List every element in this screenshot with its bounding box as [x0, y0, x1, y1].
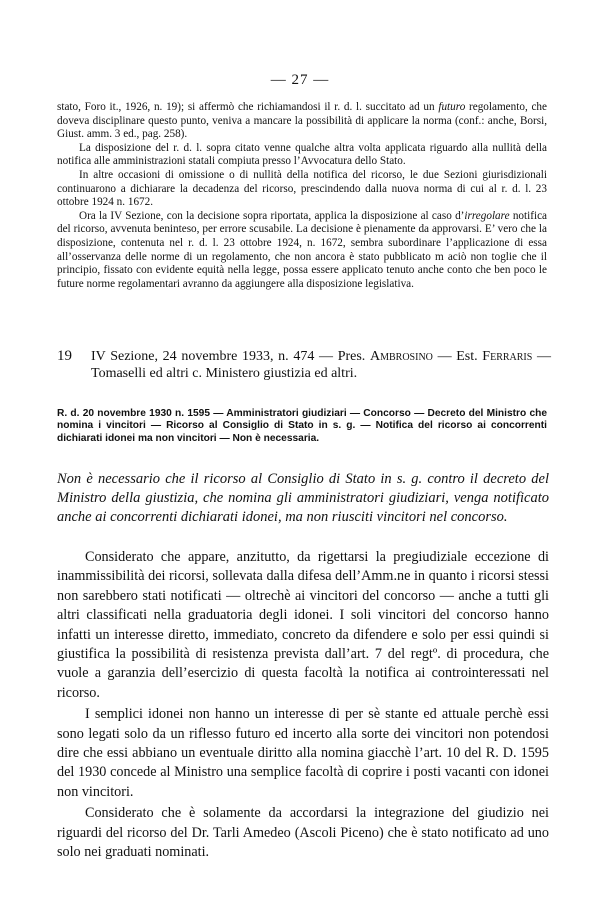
case-massima: Non è necessario che il ricorso al Consiglio di Stato in s. g. contro il decreto del Ministro della giustizia, che nomina gli amministratori giudiziari, venga notificato anche ai concorrenti dichiarati idonei, ma non riusciti vincitori nel concorso.	[57, 471, 549, 526]
note-p4-italic-irregolare: irregolare	[464, 209, 510, 222]
case-text-b: — Est.	[432, 349, 483, 364]
note-paragraph-1	[57, 101, 547, 142]
case-number: 19	[57, 348, 72, 364]
note-p4-part-a: Ora la IV Sezione, con la decisione sopra riportata, applica la disposizione al caso d’	[79, 209, 465, 222]
note-p1-part-c: regolamento, che doveva disciplinare questo punto, veniva a mancare la possibilità di applicare la norma (conf.: anche, Borsi, Giust. amm. 3 ed., pag. 258).	[57, 101, 547, 141]
note-paragraph-3: In altre occasioni di omissione o di nullità della notifica del ricorso, le due Sezioni giurisdizionali continuarono a dichiarare la decadenza del ricorso, prescindendo dalla nuova norma di cui al r. d. l. 23 ottobre 1924 n. 1672.	[57, 168, 547, 209]
commentary-note	[57, 101, 547, 291]
case-text-c: — Tomaselli ed altri c. Ministero giustizia ed altri.	[91, 349, 551, 381]
case-title	[91, 348, 551, 382]
body-paragraph-3: Considerato che è solamente da accordarsi la integrazione del giudizio nei riguardi del ricorso del Dr. Tarli Amedeo (Ascoli Piceno) che è stato notificato ad uno solo nei graduati nominati.	[57, 805, 549, 861]
body-paragraph-2: I semplici idonei non hanno un interesse di per sè stante ed attuale perchè essi sono legati solo da un riflesso futuro ed incerto alla sorte dei vincitori non potendosi dire che essi abbiano un eventuale diritto alla nomina giacchè l’art. 10 del R. D. 1595 del 1930 concede al Ministro una semplice facoltà di coprire i posti vacanti con idonei non vincitori.	[57, 706, 549, 800]
page-number: — 27 —	[270, 72, 330, 88]
case-keywords: R. d. 20 novembre 1930 n. 1595 — Amministratori giudiziari — Concorso — Decreto del Ministro che nomina i vincitori — Ricorso al Consiglio di Stato in s. g. — Notifica del ricorso ai concorrenti dichiarati idonei ma non vincitori — Non è necessaria.	[57, 408, 547, 444]
case-estensore: Ferraris	[482, 349, 533, 364]
decision-body	[57, 548, 549, 865]
note-p1-italic-futuro: futuro	[438, 101, 466, 113]
note-p4-part-c: notifica del ricorso, avvenuta beninteso, per errore scusabile. La decisione è pienamente da approvarsi. E’ vero che la disposizione, contenuta nel r. d. l. 23 ottobre 1924, n. 1672, sembra subordinare l’applicazione di essa all’osservanza delle norme di un regolamento, che non ancora è stato pubblicato m aciò non toglie che il principio, fissato con evidente equità nella legge, possa essere applicato tenuto anche conto che ben poco le future norme regolamentari avranno da aggiungere alla disposizione legislativa.	[57, 209, 547, 290]
note-paragraph-2: La disposizione del r. d. l. sopra citato venne qualche altra volta applicata riguardo alla nullità della notifica alle amministrazioni statali compiuta presso l’Avvocatura dello Stato.	[57, 141, 547, 168]
case-president: Ambrosino	[369, 349, 433, 364]
note-paragraph-4	[57, 210, 547, 292]
case-heading	[57, 348, 551, 382]
body-paragraph-1: Considerato che appare, anzitutto, da rigettarsi la pregiudiziale eccezione di inammissibilità dei ricorsi, sollevata dalla difesa dell’Amm.ne in quanto i ricorsi stessi non sarebbero stati notificati — oltrechè ai vincitori del concorso — anche a tutti gli altri classificati nella graduatoria degli idonei. I soli vincitori del concorso hanno infatti un interesse diretto, immediato, concreto da difendere e solo per essi quindi si giustifica la possibilità di resistenza prevista dall’art. 7 del regtº. di procedura, che vuole a garanzia dell’esercizio di questa facoltà la notifica ai controinteressati nel ricorso.	[57, 549, 549, 701]
note-p1-part-a: stato, Foro it., 1926, n. 19); si affermò che richiamandosi il r. d. l. succitato ad un	[57, 101, 439, 113]
case-text-a: IV Sezione, 24 novembre 1933, n. 474 — Pres.	[91, 349, 370, 364]
